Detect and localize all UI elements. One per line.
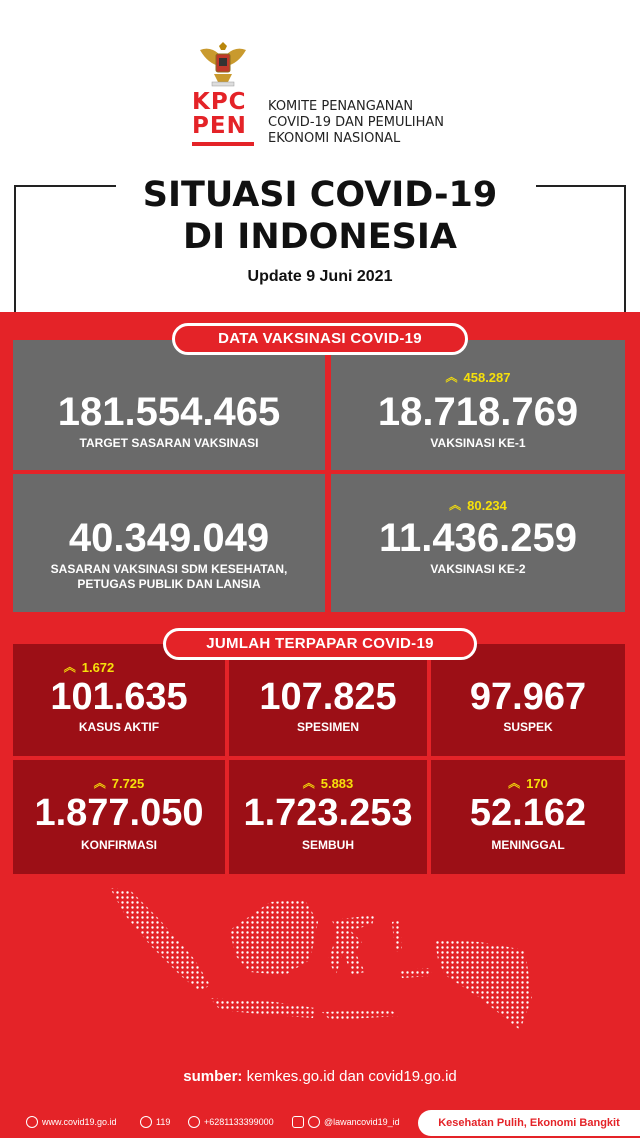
confirmed-increase: ︽ 7.725 bbox=[93, 776, 145, 791]
confirmed-card bbox=[13, 760, 225, 874]
specimen-card bbox=[229, 644, 427, 756]
target-groups-label-2: PETUGAS PUBLIK DAN LANSIA bbox=[77, 577, 261, 591]
confirmed-value: 1.877.050 bbox=[34, 792, 204, 834]
kpcpen-logo bbox=[188, 90, 258, 156]
suspect-value: 97.967 bbox=[469, 676, 587, 718]
confirmed-label: KONFIRMASI bbox=[81, 838, 157, 852]
committee-line-2: COVID-19 DAN PEMULIHAN bbox=[268, 115, 444, 130]
logo-line-2: PEN bbox=[192, 113, 247, 139]
dose1-value: 18.718.769 bbox=[377, 390, 579, 434]
dose1-card bbox=[331, 340, 625, 470]
footer-hotline[interactable]: 119 bbox=[140, 1116, 170, 1128]
logo-underline bbox=[192, 142, 254, 146]
suspect-card bbox=[431, 644, 625, 756]
indonesia-map bbox=[100, 880, 540, 1070]
active-value: 101.635 bbox=[50, 676, 188, 718]
headset-icon bbox=[140, 1116, 152, 1128]
dose2-value: 11.436.259 bbox=[379, 516, 577, 560]
specimen-label: SPESIMEN bbox=[296, 720, 359, 734]
deaths-increase: ︽ 170 bbox=[508, 776, 548, 791]
source-note bbox=[0, 1068, 640, 1085]
suspect-label: SUSPEK bbox=[503, 720, 553, 734]
active-increase: ︽ 1.672 bbox=[63, 660, 115, 675]
target-value: 181.554.465 bbox=[57, 390, 281, 434]
dose1-increase: ︽ 458.287 bbox=[445, 370, 511, 385]
active-label: KASUS AKTIF bbox=[78, 720, 160, 734]
double-chevron-up-icon: ︽ bbox=[445, 370, 458, 384]
recovered-card bbox=[229, 760, 427, 874]
double-chevron-up-icon: ︽ bbox=[449, 498, 462, 512]
instagram-icon bbox=[292, 1116, 304, 1128]
recovered-increase: ︽ 5.883 bbox=[302, 776, 354, 791]
specimen-value: 107.825 bbox=[259, 676, 397, 718]
source-label: sumber: bbox=[183, 1068, 243, 1085]
target-groups-value: 40.349.049 bbox=[68, 516, 270, 560]
slogan-badge: Kesehatan Pulih, Ekonomi Bangkit bbox=[418, 1110, 640, 1136]
committee-name bbox=[268, 99, 444, 147]
target-groups-label-1: SASARAN VAKSINASI SDM KESEHATAN, bbox=[50, 562, 288, 576]
page-title-line-2: DI INDONESIA bbox=[183, 217, 457, 257]
dose1-label: VAKSINASI KE-1 bbox=[430, 436, 526, 450]
dose2-card bbox=[331, 474, 625, 612]
dose2-label: VAKSINASI KE-2 bbox=[430, 562, 526, 576]
double-chevron-up-icon: ︽ bbox=[93, 776, 106, 790]
deaths-card bbox=[431, 760, 625, 874]
page-title-line-1: SITUASI COVID-19 bbox=[142, 175, 498, 215]
twitter-icon bbox=[308, 1116, 320, 1128]
double-chevron-up-icon: ︽ bbox=[302, 776, 315, 790]
footer-website[interactable]: www.covid19.go.id bbox=[26, 1116, 117, 1128]
footer-social[interactable]: @lawancovid19_id bbox=[292, 1116, 400, 1128]
active-cases-card bbox=[13, 644, 225, 756]
dose2-increase: ︽ 80.234 bbox=[449, 498, 507, 513]
committee-line-1: KOMITE PENANGANAN bbox=[268, 99, 414, 114]
logo-line-1: KPC bbox=[192, 89, 247, 115]
update-date: Update 9 Juni 2021 bbox=[247, 268, 393, 285]
target-vaccination-card bbox=[13, 340, 325, 470]
double-chevron-up-icon: ︽ bbox=[63, 660, 76, 674]
deaths-label: MENINGGAL bbox=[491, 838, 565, 852]
source-text: kemkes.go.id dan covid19.go.id bbox=[246, 1068, 457, 1085]
vaccination-section-title: DATA VAKSINASI COVID-19 bbox=[172, 323, 468, 355]
double-chevron-up-icon: ︽ bbox=[508, 776, 521, 790]
garuda-emblem bbox=[198, 36, 248, 88]
committee-line-3: EKONOMI NASIONAL bbox=[268, 131, 401, 146]
recovered-value: 1.723.253 bbox=[243, 792, 413, 834]
whatsapp-icon bbox=[188, 1116, 200, 1128]
exposure-section-title: JUMLAH TERPAPAR COVID-19 bbox=[163, 628, 477, 660]
target-label: TARGET SASARAN VAKSINASI bbox=[79, 436, 259, 450]
target-groups-card bbox=[13, 474, 325, 612]
deaths-value: 52.162 bbox=[469, 792, 587, 834]
recovered-label: SEMBUH bbox=[301, 838, 354, 852]
globe-icon bbox=[26, 1116, 38, 1128]
footer-whatsapp[interactable]: +6281133399000 bbox=[188, 1116, 274, 1128]
